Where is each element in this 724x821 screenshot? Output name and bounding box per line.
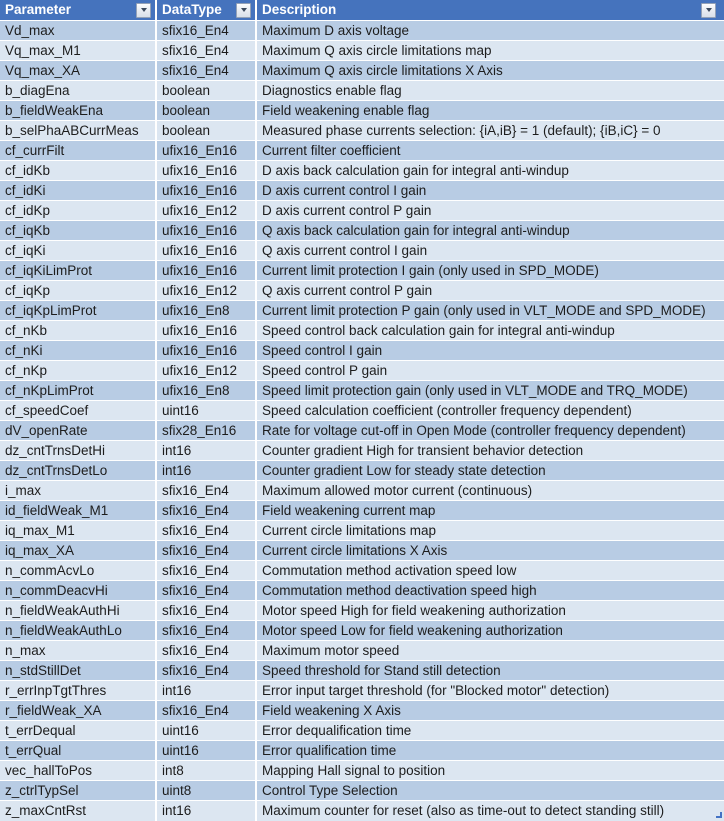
table-row <box>0 461 724 481</box>
parameter-cell[interactable]: Vq_max_M1 <box>0 41 157 60</box>
description-cell[interactable]: Control Type Selection <box>262 783 398 798</box>
table-row <box>0 121 724 141</box>
description-cell[interactable]: Speed limit protection gain (only used in VLT_MODE and TRQ_MODE) <box>262 383 688 398</box>
description-cell[interactable]: Current circle limitations map <box>262 523 437 538</box>
description-cell[interactable]: Current filter coefficient <box>262 143 401 158</box>
parameter-cell[interactable]: t_errQual <box>0 741 157 760</box>
description-cell[interactable]: Speed control back calculation gain for integral anti-windup <box>262 323 615 338</box>
table-row <box>0 341 724 361</box>
datatype-cell[interactable]: int16 <box>157 461 257 480</box>
parameter-cell[interactable]: n_fieldWeakAuthLo <box>0 621 157 640</box>
parameter-cell[interactable]: cf_iqKiLimProt <box>0 261 157 280</box>
description-cell[interactable]: Measured phase currents selection: {iA,iB} = 1 (default); {iB,iC} = 0 <box>262 123 661 138</box>
datatype-cell[interactable]: ufix16_En16 <box>157 161 257 180</box>
description-cell[interactable]: Field weakening X Axis <box>262 703 401 718</box>
parameter-cell[interactable]: dz_cntTrnsDetLo <box>0 461 157 480</box>
table-row <box>0 201 724 221</box>
parameter-cell[interactable]: iq_max_M1 <box>0 521 157 540</box>
datatype-cell[interactable]: ufix16_En8 <box>157 381 257 400</box>
description-cell[interactable]: Counter gradient High for transient behavior detection <box>262 443 584 458</box>
column-header-parameter <box>0 0 157 20</box>
table-row <box>0 301 724 321</box>
parameter-cell[interactable]: cf_speedCoef <box>0 401 157 420</box>
table-row <box>0 621 724 641</box>
parameter-cell[interactable]: dV_openRate <box>0 421 157 440</box>
table-row <box>0 761 724 781</box>
description-cell[interactable]: Error qualification time <box>262 743 397 758</box>
datatype-cell[interactable]: ufix16_En16 <box>157 221 257 240</box>
table-row <box>0 241 724 261</box>
datatype-cell[interactable]: boolean <box>157 121 257 140</box>
datatype-cell[interactable]: ufix16_En16 <box>157 241 257 260</box>
datatype-cell[interactable]: int16 <box>157 681 257 700</box>
table-row <box>0 441 724 461</box>
table-row <box>0 541 724 561</box>
description-cell[interactable]: Mapping Hall signal to position <box>262 763 446 778</box>
table-row <box>0 41 724 61</box>
datatype-cell[interactable]: ufix16_En16 <box>157 321 257 340</box>
parameter-cell[interactable]: n_commDeacvHi <box>0 581 157 600</box>
parameter-cell[interactable]: cf_idKb <box>0 161 157 180</box>
table-row <box>0 481 724 501</box>
description-cell[interactable]: Motor speed Low for field weakening authorization <box>262 623 563 638</box>
description-cell[interactable]: Field weakening enable flag <box>262 103 430 118</box>
datatype-cell[interactable]: int16 <box>157 801 257 821</box>
description-cell[interactable]: Error dequalification time <box>262 723 412 738</box>
table-resize-handle-icon[interactable] <box>716 812 722 818</box>
column-header-label: Parameter <box>5 2 72 17</box>
table-row <box>0 501 724 521</box>
table-row <box>0 521 724 541</box>
datatype-cell[interactable]: sfix16_En4 <box>157 561 257 580</box>
table-row <box>0 101 724 121</box>
filter-dropdown-arrow-icon <box>241 8 247 12</box>
table-row <box>0 281 724 301</box>
datatype-cell[interactable]: sfix16_En4 <box>157 41 257 60</box>
description-cell[interactable]: Maximum motor speed <box>262 643 400 658</box>
parameter-cell[interactable]: cf_iqKi <box>0 241 157 260</box>
description-cell[interactable]: D axis back calculation gain for integral anti-windup <box>262 163 569 178</box>
datatype-cell[interactable]: ufix16_En16 <box>157 141 257 160</box>
description-cell[interactable]: Q axis back calculation gain for integral anti-windup <box>262 223 570 238</box>
parameter-cell[interactable]: cf_iqKb <box>0 221 157 240</box>
description-cell[interactable]: Motor speed High for field weakening authorization <box>262 603 566 618</box>
datatype-cell[interactable]: sfix16_En4 <box>157 21 257 40</box>
parameter-cell[interactable]: cf_nKp <box>0 361 157 380</box>
parameter-cell[interactable]: cf_nKpLimProt <box>0 381 157 400</box>
description-cell[interactable]: Diagnostics enable flag <box>262 83 402 98</box>
table-header-row <box>0 0 724 21</box>
filter-dropdown-button-description[interactable] <box>701 3 716 18</box>
datatype-cell[interactable]: sfix16_En4 <box>157 621 257 640</box>
parameter-cell[interactable]: Vd_max <box>0 21 157 40</box>
description-cell[interactable]: Commutation method deactivation speed high <box>262 583 537 598</box>
parameter-cell[interactable]: n_fieldWeakAuthHi <box>0 601 157 620</box>
parameter-cell[interactable]: b_diagEna <box>0 81 157 100</box>
description-cell[interactable]: Q axis current control I gain <box>262 243 428 258</box>
description-cell[interactable]: D axis current control P gain <box>262 203 432 218</box>
table-row <box>0 741 724 761</box>
datatype-cell[interactable]: sfix16_En4 <box>157 661 257 680</box>
datatype-cell[interactable]: sfix28_En16 <box>157 421 257 440</box>
datatype-cell[interactable]: ufix16_En8 <box>157 301 257 320</box>
parameter-cell[interactable]: n_stdStillDet <box>0 661 157 680</box>
parameter-cell[interactable]: cf_currFilt <box>0 141 157 160</box>
filter-dropdown-arrow-icon <box>141 8 147 12</box>
table-row <box>0 141 724 161</box>
parameter-cell[interactable]: b_fieldWeakEna <box>0 101 157 120</box>
description-cell[interactable]: Maximum Q axis circle limitations X Axis <box>262 63 503 78</box>
parameter-cell[interactable]: cf_iqKp <box>0 281 157 300</box>
table-row <box>0 261 724 281</box>
description-cell[interactable]: Current limit protection I gain (only used in SPD_MODE) <box>262 263 599 278</box>
datatype-cell[interactable]: ufix16_En16 <box>157 181 257 200</box>
description-cell[interactable]: Maximum Q axis circle limitations map <box>262 43 492 58</box>
table-row <box>0 721 724 741</box>
description-cell[interactable]: Commutation method activation speed low <box>262 563 517 578</box>
parameter-cell[interactable]: id_fieldWeak_M1 <box>0 501 157 520</box>
parameter-cell[interactable]: b_selPhaABCurrMeas <box>0 121 157 140</box>
datatype-cell[interactable]: int8 <box>157 761 257 780</box>
table-row <box>0 781 724 801</box>
parameter-cell[interactable]: n_commAcvLo <box>0 561 157 580</box>
table-row <box>0 181 724 201</box>
table-row <box>0 581 724 601</box>
description-cell[interactable]: Speed control P gain <box>262 363 388 378</box>
datatype-cell[interactable]: int16 <box>157 441 257 460</box>
datatype-cell[interactable]: sfix16_En4 <box>157 601 257 620</box>
parameter-cell[interactable]: dz_cntTrnsDetHi <box>0 441 157 460</box>
description-cell[interactable]: Field weakening current map <box>262 503 436 518</box>
parameter-cell[interactable]: z_maxCntRst <box>0 801 157 821</box>
datatype-cell[interactable]: boolean <box>157 81 257 100</box>
table-row <box>0 601 724 621</box>
description-cell[interactable]: Speed calculation coefficient (controller frequency dependent) <box>262 403 632 418</box>
parameter-cell[interactable]: z_ctrlTypSel <box>0 781 157 800</box>
description-cell[interactable]: Speed threshold for Stand still detection <box>262 663 501 678</box>
description-cell[interactable]: Maximum allowed motor current (continuous) <box>262 483 533 498</box>
datatype-cell[interactable]: sfix16_En4 <box>157 641 257 660</box>
column-header-label: Description <box>262 2 337 17</box>
table-row <box>0 221 724 241</box>
table-row <box>0 561 724 581</box>
parameter-cell[interactable]: iq_max_XA <box>0 541 157 560</box>
parameter-cell[interactable]: Vq_max_XA <box>0 61 157 80</box>
parameter-cell[interactable]: cf_nKi <box>0 341 157 360</box>
datatype-cell[interactable]: sfix16_En4 <box>157 501 257 520</box>
description-cell[interactable]: Maximum counter for reset (also as time-out to detect standing still) <box>262 803 665 818</box>
table-row <box>0 361 724 381</box>
parameter-cell[interactable]: cf_idKi <box>0 181 157 200</box>
datatype-cell[interactable]: ufix16_En16 <box>157 261 257 280</box>
table-row <box>0 681 724 701</box>
column-header-label: DataType <box>162 2 222 17</box>
description-cell[interactable]: Rate for voltage cut-off in Open Mode (controller frequency dependent) <box>262 423 686 438</box>
datatype-cell[interactable]: ufix16_En16 <box>157 341 257 360</box>
parameter-cell[interactable]: cf_iqKpLimProt <box>0 301 157 320</box>
table-row <box>0 641 724 661</box>
parameter-cell[interactable]: t_errDequal <box>0 721 157 740</box>
datatype-cell[interactable]: sfix16_En4 <box>157 481 257 500</box>
datatype-cell[interactable]: sfix16_En4 <box>157 701 257 720</box>
parameter-cell[interactable]: cf_nKb <box>0 321 157 340</box>
datatype-cell[interactable]: ufix16_En12 <box>157 281 257 300</box>
datatype-cell[interactable]: uint16 <box>157 741 257 760</box>
parameter-cell[interactable]: r_fieldWeak_XA <box>0 701 157 720</box>
column-header-description <box>257 0 724 20</box>
datatype-cell[interactable]: sfix16_En4 <box>157 541 257 560</box>
description-cell[interactable]: Current limit protection P gain (only used in VLT_MODE and SPD_MODE) <box>262 303 706 318</box>
parameter-cell[interactable]: r_errInpTgtThres <box>0 681 157 700</box>
description-cell[interactable]: Counter gradient Low for steady state detection <box>262 463 546 478</box>
table-row <box>0 701 724 721</box>
datatype-cell[interactable]: ufix16_En12 <box>157 201 257 220</box>
parameter-cell[interactable]: i_max <box>0 481 157 500</box>
description-cell[interactable]: Maximum D axis voltage <box>262 23 410 38</box>
table-row <box>0 421 724 441</box>
table-row <box>0 81 724 101</box>
table-row <box>0 801 724 821</box>
table-row <box>0 321 724 341</box>
table-row <box>0 401 724 421</box>
table-row <box>0 21 724 41</box>
parameter-cell[interactable]: n_max <box>0 641 157 660</box>
datatype-cell[interactable]: ufix16_En12 <box>157 361 257 380</box>
description-cell[interactable]: Speed control I gain <box>262 343 383 358</box>
datatype-cell[interactable]: sfix16_En4 <box>157 581 257 600</box>
datatype-cell[interactable]: uint16 <box>157 721 257 740</box>
filter-dropdown-button-datatype[interactable] <box>236 3 251 18</box>
datatype-cell[interactable]: uint16 <box>157 401 257 420</box>
datatype-cell[interactable]: boolean <box>157 101 257 120</box>
filter-dropdown-arrow-icon <box>706 8 712 12</box>
table-row <box>0 661 724 681</box>
table-row <box>0 161 724 181</box>
column-header-datatype <box>157 0 257 20</box>
datatype-cell[interactable]: sfix16_En4 <box>157 521 257 540</box>
description-cell[interactable]: Current circle limitations X Axis <box>262 543 448 558</box>
datatype-cell[interactable]: uint8 <box>157 781 257 800</box>
parameter-cell[interactable]: cf_idKp <box>0 201 157 220</box>
parameter-cell[interactable]: vec_hallToPos <box>0 761 157 780</box>
table-row <box>0 61 724 81</box>
table-body <box>0 21 724 821</box>
description-cell[interactable]: Q axis current control P gain <box>262 283 433 298</box>
filter-dropdown-button-parameter[interactable] <box>136 3 151 18</box>
table-row <box>0 381 724 401</box>
datatype-cell[interactable]: sfix16_En4 <box>157 61 257 80</box>
description-cell[interactable]: D axis current control I gain <box>262 183 427 198</box>
description-cell[interactable]: Error input target threshold (for "Blocked motor" detection) <box>262 683 610 698</box>
